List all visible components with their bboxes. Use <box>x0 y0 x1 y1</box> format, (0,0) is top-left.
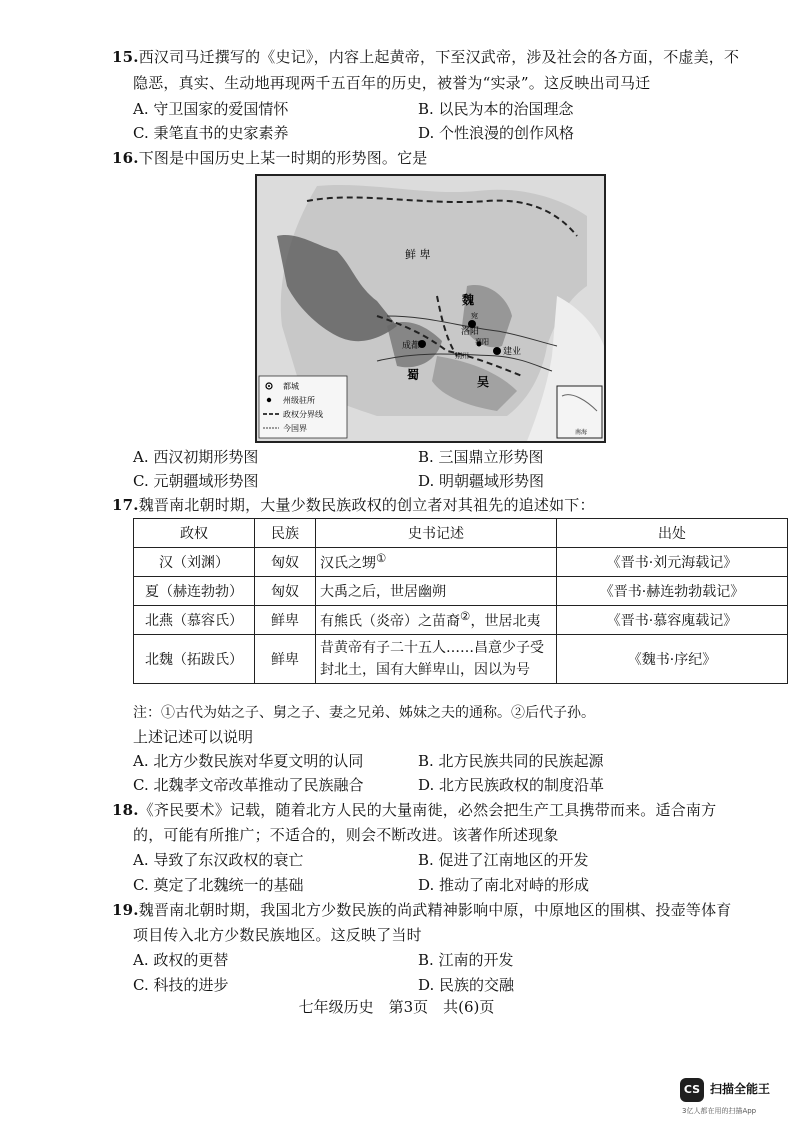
legend-capital: 都城 <box>283 382 299 391</box>
ancestry-table <box>133 518 788 684</box>
th-source: 出处 <box>557 519 788 548</box>
q15-line2: 隐恶，真实、生动地再现两千五百年的历史，被誉为“实录”。这反映出司马迁 <box>133 74 651 92</box>
record-text: 有熊氏（炎帝）之苗裔 <box>320 613 460 630</box>
cell-source: 《晋书·赫连勃勃载记》 <box>557 577 788 606</box>
table-row <box>134 635 788 684</box>
q18-option-d[interactable]: D. 推动了南北对峙的形成 <box>418 876 590 894</box>
q19-line2: 项目传入北方少数民族地区。这反映了当时 <box>133 926 422 944</box>
q18-line1 <box>112 799 716 821</box>
cell-regime: 北魏（拓跋氏） <box>134 635 255 684</box>
cell-source: 《晋书·刘元海载记》 <box>557 548 788 577</box>
three-kingdoms-map <box>255 174 606 443</box>
map-svg <box>257 176 604 441</box>
q17-stem: 魏晋南北朝时期，大量少数民族政权的创立者对其祖先的追述如下： <box>138 496 595 514</box>
q17-number: 17. <box>112 496 139 514</box>
q17-option-b[interactable]: B. 北方民族共同的民族起源 <box>418 752 604 770</box>
cell-regime: 汉（刘渊） <box>134 548 255 577</box>
q16-option-d[interactable]: D. 明朝疆域形势图 <box>418 472 545 490</box>
q18-option-a[interactable]: A. 导致了东汉政权的衰亡 <box>133 851 304 869</box>
q16-stem: 下图是中国历史上某一时期的形势图。它是 <box>138 149 428 167</box>
table-row <box>134 606 788 635</box>
cell-record <box>316 606 557 635</box>
q17-option-c[interactable]: C. 北魏孝文帝改革推动了民族融合 <box>133 776 364 794</box>
cell-regime: 夏（赫连勃勃） <box>134 577 255 606</box>
label-xiangyang: 襄阳 <box>475 338 489 346</box>
watermark-sub: 3亿人都在用的扫描App <box>682 1107 757 1115</box>
legend-prefecture: 州级驻所 <box>283 396 315 405</box>
label-luoyang: 洛阳 <box>461 327 480 337</box>
table-row <box>134 548 788 577</box>
label-wancheng: 宛 <box>471 312 478 320</box>
q16-option-b[interactable]: B. 三国鼎立形势图 <box>418 448 544 466</box>
q15-stem: 西汉司马迁撰写的《史记》，内容上起黄帝，下至汉武帝，涉及社会的各方面，不虚美，不 <box>138 48 740 66</box>
label-shu: 蜀 <box>407 368 420 382</box>
label-wu: 吴 <box>477 375 490 389</box>
cell-record: 大禹之后，世居幽朔 <box>316 577 557 606</box>
footnote-mark: ② <box>460 609 471 624</box>
q19-number: 19. <box>112 901 139 919</box>
q17-stem-line <box>112 494 595 516</box>
label-wei: 魏 <box>462 293 475 307</box>
q15-option-d[interactable]: D. 个性浪漫的创作风格 <box>418 124 575 142</box>
legend-border: 政权分界线 <box>283 410 323 419</box>
q15-line1 <box>112 46 739 68</box>
q19-line1 <box>112 899 732 921</box>
cell-ethnic: 鲜卑 <box>255 606 316 635</box>
q18-number: 18. <box>112 801 139 819</box>
q19-option-a[interactable]: A. 政权的更替 <box>133 951 229 969</box>
q17-lead: 上述记述可以说明 <box>133 728 254 746</box>
watermark-name: 扫描全能王 <box>710 1082 771 1096</box>
th-regime: 政权 <box>134 519 255 548</box>
cell-ethnic: 鲜卑 <box>255 635 316 684</box>
q19-option-d[interactable]: D. 民族的交融 <box>418 976 515 994</box>
q18-stem: 《齐民要术》记载，随着北方人民的大量南徙，必然会把生产工具携带而来。适合南方 <box>138 801 717 819</box>
q16-number: 16. <box>112 149 139 167</box>
label-xianbei: 鲜 卑 <box>405 248 431 261</box>
q17-note: 注：①古代为姑之子、舅之子、妻之兄弟、姊妹之夫的通称。②后代子孙。 <box>133 705 595 721</box>
q17-option-d[interactable]: D. 北方民族政权的制度沿革 <box>418 776 605 794</box>
q19-option-b[interactable]: B. 江南的开发 <box>418 951 514 969</box>
label-nanhai: 南海 <box>575 429 588 436</box>
label-jianye: 建业 <box>503 347 522 357</box>
cell-record <box>316 548 557 577</box>
q16-option-c[interactable]: C. 元朝疆域形势图 <box>133 472 259 490</box>
q16-stem-line <box>112 147 428 169</box>
table-row <box>134 577 788 606</box>
page-footer: 七年级历史 第3页 共(6)页 <box>298 998 495 1016</box>
label-chengdu: 成都 <box>402 341 421 351</box>
q15-number: 15. <box>112 48 139 66</box>
cell-ethnic: 匈奴 <box>255 548 316 577</box>
q16-option-a[interactable]: A. 西汉初期形势图 <box>133 448 259 466</box>
q18-option-c[interactable]: C. 奠定了北魏统一的基础 <box>133 876 304 894</box>
q17-option-a[interactable]: A. 北方少数民族对华夏文明的认同 <box>133 752 364 770</box>
record-text: 汉氏之甥 <box>320 555 376 572</box>
cell-source: 《魏书·序纪》 <box>557 635 788 684</box>
scanner-watermark <box>680 1078 790 1118</box>
camscanner-logo-icon: CS <box>680 1078 704 1102</box>
q18-line2: 的，可能有所推广；不适合的，则会不断改进。该著作所述现象 <box>133 826 559 844</box>
th-ethnic: 民族 <box>255 519 316 548</box>
legend-nation: 今国界 <box>283 424 307 433</box>
label-jingzhou: 荆州 <box>455 352 469 360</box>
jianye-marker <box>493 347 501 355</box>
q18-option-b[interactable]: B. 促进了江南地区的开发 <box>418 851 589 869</box>
cell-ethnic: 匈奴 <box>255 577 316 606</box>
th-record: 史书记述 <box>316 519 557 548</box>
q19-stem: 魏晋南北朝时期，我国北方少数民族的尚武精神影响中原，中原地区的围棋、投壶等体育 <box>138 901 732 919</box>
q19-option-c[interactable]: C. 科技的进步 <box>133 976 229 994</box>
cell-regime: 北燕（慕容氏） <box>134 606 255 635</box>
q15-option-c[interactable]: C. 秉笔直书的史家素养 <box>133 124 289 142</box>
legend-prefecture-icon <box>267 398 271 402</box>
table-header-row <box>134 519 788 548</box>
q15-option-a[interactable]: A. 守卫国家的爱国情怀 <box>133 100 289 118</box>
q15-option-b[interactable]: B. 以民为本的治国理念 <box>418 100 574 118</box>
record-text-after: ，世居北夷 <box>470 613 541 630</box>
cell-source: 《晋书·慕容廆载记》 <box>557 606 788 635</box>
cell-record: 昔黄帝有子二十五人……昌意少子受封北土，国有大鲜卑山，因以为号 <box>316 635 557 684</box>
footnote-mark: ① <box>376 551 387 566</box>
